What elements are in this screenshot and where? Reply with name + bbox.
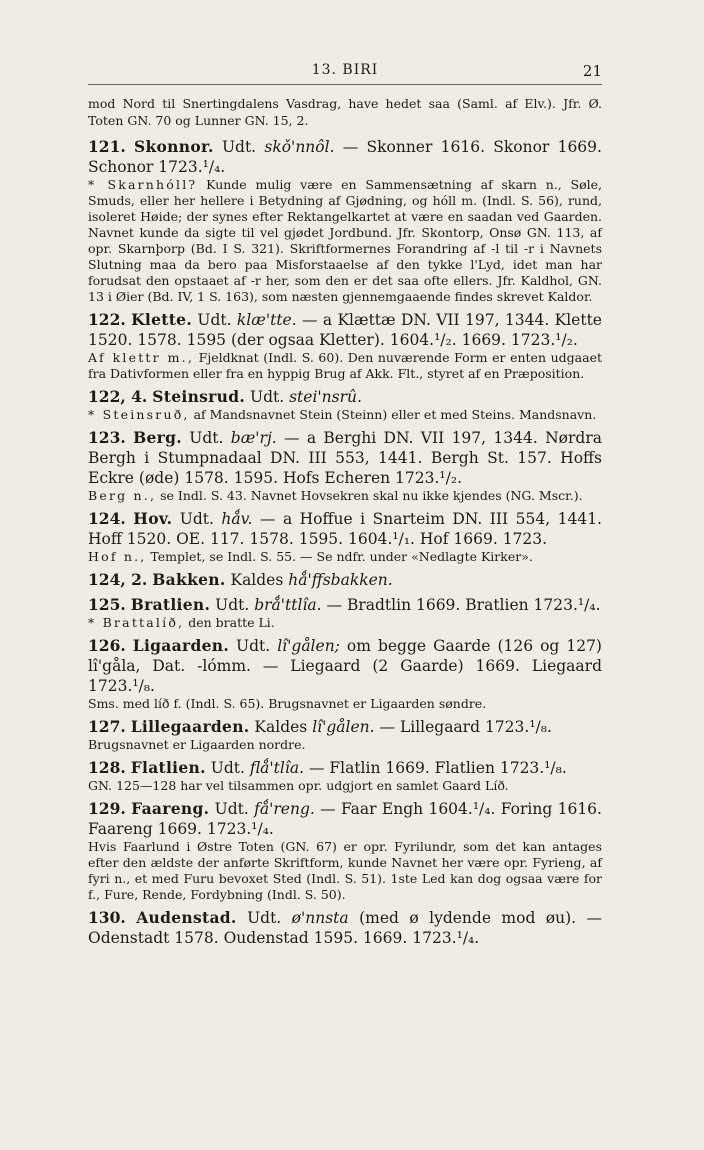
entry-number: 122.: [88, 310, 126, 329]
entry-note: (Indl. S. 65). Brugsnavnet er Ligaarden søndre.: [185, 696, 487, 711]
entry-name: Ligaarden.: [132, 636, 230, 655]
entry-forms: — a Klættæ DN. VII 197, 1344. Klette 1520. 1578. 1595 (der ogsaa Kletter). 1604.¹/₂. 1669. 1723.¹/₂.: [88, 311, 602, 349]
entry-name: Bakken.: [152, 570, 226, 589]
header-title: 13. BIRI: [311, 62, 379, 78]
entry-128: [88, 758, 602, 794]
entry-name: Audenstad.: [136, 908, 237, 927]
page-body: [88, 96, 602, 953]
entry-name: Skonnor.: [134, 137, 214, 156]
entry-udt: Udt.: [179, 510, 214, 528]
entry-pronunciation: hǻv.: [221, 510, 253, 528]
header-rule: [88, 84, 602, 85]
entry-name: Klette.: [131, 310, 193, 329]
entry-udt: Kaldes: [254, 718, 308, 736]
entry-forms: — Bradtlin 1669. Bratlien 1723.¹/₄.: [326, 596, 601, 614]
entry-125: [88, 595, 602, 631]
entry-127: [88, 717, 602, 753]
note-lead: * Steinsruð,: [88, 407, 190, 422]
entry-note: Hvis Faarlund i Østre Toten (GN. 67) er opr. Fyrilundr, som det kan antages efter den ældste der anførte Skriftform, kunde Navnet her være opr. Fyrieng, af fyri n., et med Furu bevoxet Sted (Indl. S. 51). 1ste Led kan dog ogsaa være for f., Fure, Rende, Fordybning (Indl. S. 50).: [88, 839, 602, 902]
note-lead: Hof n.,: [88, 549, 147, 564]
entry-name: Lillegaarden.: [130, 717, 250, 736]
entry-number: 129.: [88, 799, 126, 818]
entry-forms: (med ø lydende mod øu). — Odenstadt 1578. Oudenstad 1595. 1669. 1723.¹/₄.: [88, 909, 603, 947]
entry-forms: om begge Gaarde (126 og 127) lî'gåla, Dat. -lómm. — Liegaard (2 Gaarde) 1669. Liegaard 1723.¹/₈.: [88, 637, 602, 695]
entry-number: 122, 4.: [88, 387, 148, 406]
entry-udt: Udt.: [221, 138, 257, 156]
entry-pronunciation: hǻ'ffsbakken.: [288, 571, 393, 589]
entry-note: se Indl. S. 43. Navnet Hovsekren skal nu ikke kjendes (NG. Mscr.).: [160, 488, 583, 503]
entry-forms: — Flatlin 1669. Flatlien 1723.¹/₈.: [308, 759, 567, 777]
entry-forms: — Skonner 1616. Skonor 1669. Schonor 1723.¹/₄.: [88, 138, 602, 176]
entry-udt: Udt.: [236, 637, 271, 655]
entry-pronunciation: klæ'tte.: [236, 311, 297, 329]
entry-udt: Udt.: [250, 388, 285, 406]
entry-forms: — a Berghi DN. VII 197, 1344. Nørdra Bergh i Stumpnadaal DN. III 553, 1441. Bergh St. 157. Hoffs Eckre (øde) 1578. 1595. Hofs Echeren 1723.¹/₂.: [88, 429, 602, 487]
entry-pronunciation: stei'nsrû.: [289, 388, 362, 406]
entry-pronunciation: flǻ'tlîa.: [249, 759, 304, 777]
entry-note: af Mandsnavnet Stein (Steinn) eller et med Steins. Mandsnavn.: [193, 407, 597, 422]
entry-number: 123.: [88, 428, 126, 447]
entry-udt: Kaldes: [230, 571, 284, 589]
entry-number: 124.: [88, 509, 126, 528]
entry-udt: Udt.: [210, 759, 245, 777]
entry-name: Bratlien.: [130, 595, 211, 614]
entry-129: [88, 799, 602, 903]
entry-number: 126.: [88, 636, 126, 655]
entry-note: Templet, se Indl. S. 55. — Se ndfr. under «Nedlagte Kirker».: [150, 549, 533, 564]
note-lead: Af klettr m.,: [88, 350, 195, 365]
continued-text: mod Nord til Snertingdalens Vasdrag, have hedet saa (Saml. af Elv.). Jfr. Ø. Toten GN. 70 og Lunner GN. 15, 2.: [88, 96, 602, 128]
entry-124-2: [88, 570, 602, 590]
entry-number: 124, 2.: [88, 570, 148, 589]
entry-126: [88, 636, 602, 712]
entry-number: 128.: [88, 758, 126, 777]
entry-forms: — Faar Engh 1604.¹/₄. Foring 1616. Faareng 1669. 1723.¹/₄.: [88, 800, 602, 838]
entry-udt: Udt.: [197, 311, 232, 329]
entry-pronunciation: lî'gålen.: [312, 718, 375, 736]
entry-name: Flatlien.: [130, 758, 206, 777]
entry-121: [88, 137, 602, 305]
entry-number: 130.: [88, 908, 126, 927]
entry-pronunciation: skǒ'nnôl.: [264, 138, 335, 156]
entry-number: 127.: [88, 717, 126, 736]
entry-udt: Udt.: [214, 800, 249, 818]
entry-122-4: [88, 387, 602, 423]
entry-123: [88, 428, 602, 504]
entry-pronunciation: lî'gålen;: [277, 637, 340, 655]
note-lead: * Skarnhóll?: [88, 177, 198, 192]
entry-124: [88, 509, 602, 565]
entry-note: Kunde mulig være en Sammensætning af skarn n., Søle, Smuds, eller her hellere i Betydning af Gjødning, og hóll m. (Indl. S. 56), rund, isoleret Høide; der synes efter Rektangelkartet at være en saadan ved Gaarden. Navnet kunde da sigte til vel gjødet Jordbund. Jfr. Skontorp, Onsø GN. 113, af opr. Skarnþorp (Bd. I S. 321). Skriftformernes Forandring af -l til -r i Navnets Slutning maa da bero paa Misforstaaelse af den tykke l'Lyd, idet man har forudsat den opstaaet af -r her, som den er det saa ofte ellers. Jfr. Kaldhol, GN. 13 i Øier (Bd. IV, 1 S. 163), som næsten gjennemgaaende findes skrevet Kaldor.: [88, 177, 603, 304]
entry-note: GN. 125—128 har vel tilsammen opr. udgjort en samlet Gaard Líð.: [88, 778, 509, 793]
page-number: 21: [582, 62, 602, 80]
entry-name: Steinsrud.: [152, 387, 246, 406]
entry-pronunciation: brǻ'ttlîa.: [254, 596, 322, 614]
entry-forms: — a Hoffue i Snarteim DN. III 554, 1441. Hoff 1520. OE. 117. 1578. 1595. 1604.¹/₁. Hof 1669. 1723.: [88, 510, 602, 548]
note-lead: * Brattalíð,: [88, 615, 185, 630]
entry-udt: Udt.: [215, 596, 250, 614]
entry-122: [88, 310, 602, 382]
entry-name: Berg.: [133, 428, 182, 447]
entry-note: Fjeldknat (Indl. S. 60). Den nuværende Form er enten udgaaet fra Dativformen eller fra en hyppig Brug af Akk. Flt., styret af en Præposition.: [88, 350, 602, 381]
entry-pronunciation: ø'nnsta: [291, 909, 349, 927]
entry-udt: Udt.: [189, 429, 224, 447]
entry-number: 121.: [88, 137, 126, 156]
note-lead: Sms. med líð f.: [88, 696, 182, 711]
note-lead: Berg n.,: [88, 488, 157, 503]
entry-name: Faareng.: [131, 799, 210, 818]
entry-pronunciation: fǻ'reng.: [254, 800, 315, 818]
entry-name: Hov.: [133, 509, 173, 528]
entry-pronunciation: bæ'rj.: [230, 429, 277, 447]
entry-note: Brugsnavnet er Ligaarden nordre.: [88, 737, 306, 752]
entry-udt: Udt.: [247, 909, 282, 927]
running-header: [88, 62, 602, 82]
entry-130: [88, 908, 602, 948]
entry-number: 125.: [88, 595, 126, 614]
entry-note: den bratte Li.: [188, 615, 275, 630]
entry-forms: — Lillegaard 1723.¹/₈.: [379, 718, 552, 736]
